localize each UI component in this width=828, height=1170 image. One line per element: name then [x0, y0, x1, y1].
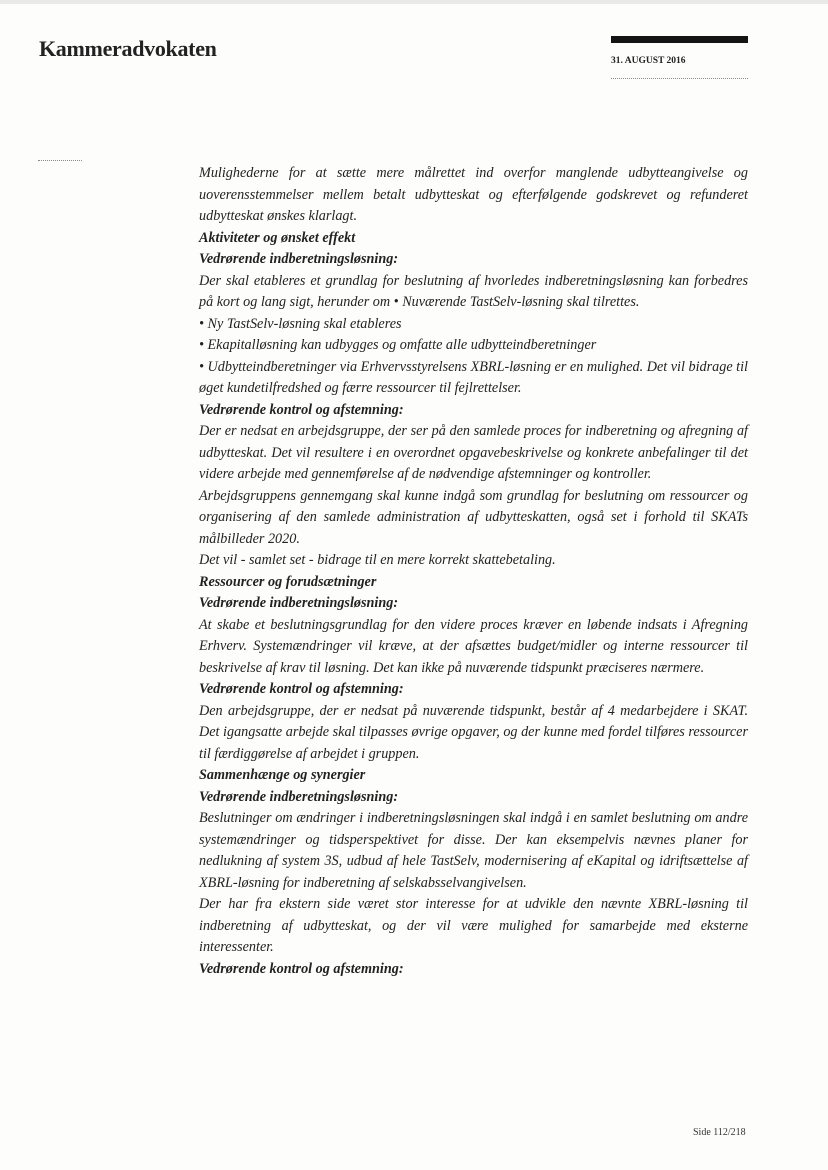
- top-edge: [0, 0, 828, 4]
- section-heading: Ressourcer og forudsætninger: [199, 573, 377, 590]
- section-heading: Vedrørende kontrol og afstemning:: [199, 681, 404, 697]
- paragraph: Der har fra ekstern side været stor interesse for at udvikle den nævnte XBRL-løsning til indberetning af udbytteskat, og der vil være mulighed for samarbejde med eksterne interessenter.: [199, 896, 748, 955]
- paragraph: • Ny TastSelv-løsning skal etableres: [199, 315, 402, 332]
- paragraph: Mulighederne for at sætte mere målrettet ind overfor manglende udbytteangivelse og uoverensstemmelser mellem betalt udbytteskat og efterfølgende godskrevet og refunderet udbytteskat ønskes klarlagt.: [199, 165, 748, 224]
- paragraph: Der er nedsat en arbejdsgruppe, der ser på den samlede proces for indberetning og afregning af udbytteskat. Det vil resultere i en overordnet opgavebeskrivelse og konkrete anbefalinger til det videre arbejde med gennemførelse af de nødvendige afstemninger og kontroller.: [199, 423, 748, 482]
- document-date: 31. AUGUST 2016: [611, 56, 686, 66]
- paragraph: • Ekapitalløsning kan udbygges og omfatte alle udbytteindberetninger: [199, 337, 597, 353]
- margin-divider: [38, 160, 82, 161]
- section-heading: Vedrørende kontrol og afstemning:: [199, 960, 404, 977]
- body-text: [199, 163, 748, 980]
- paragraph: Der skal etableres et grundlag for beslutning af hvorledes indberetningsløsning kan forbedres på kort og lang sigt, herunder om • Nuværende TastSelv-løsning skal tilrettes.: [199, 272, 748, 310]
- paragraph: Arbejdsgruppens gennemgang skal kunne indgå som grundlag for beslutning om ressourcer og organisering af den samlede administration af udbytteskatten, også set i forhold til SKATs målbilleder 2020.: [199, 487, 748, 547]
- section-heading: Vedrørende indberetningsløsning:: [199, 251, 399, 267]
- paragraph: Den arbejdsgruppe, der er nedsat på nuværende tidspunkt, består af 4 medarbejdere i SKAT. Det igangsatte arbejde skal tilpasses øvrige opgaver, og der kunne med fordel tilføres ressourcer til færdiggørelse af arbejdet i gruppen.: [199, 702, 748, 762]
- paragraph: Beslutninger om ændringer i indberetningsløsningen skal indgå i en samlet beslutning om andre systemændringer og tidsperspektivet for disse. Der kan eksempelvis nævnes planer for nedlukning af system 3S, udbud af hele TastSelv, modernisering af eKapital og idriftsættelse af XBRL-løsning for indberetning af selskabsselvangivelsen.: [199, 810, 748, 891]
- section-heading: Aktiviteter og ønsket effekt: [199, 229, 356, 246]
- paragraph: • Udbytteindberetninger via Erhvervsstyrelsens XBRL-løsning er en mulighed. Det vil bidrage til øget kundetilfredshed og færre ressourcer til fejlrettelser.: [199, 358, 748, 396]
- section-heading: Vedrørende kontrol og afstemning:: [199, 401, 404, 418]
- paragraph: At skabe et beslutningsgrundlag for den videre proces kræver en løbende indsats i Afregning Erhverv. Systemændringer vil kræve, at der afsættes budget/midler og interne ressourcer til beskrivelse af krav til løsning. Det kan ikke på nuværende tidspunkt præciseres nærmere.: [199, 616, 748, 676]
- section-heading: Vedrørende indberetningsløsning:: [199, 788, 399, 805]
- date-divider: [611, 78, 748, 79]
- firm-logo: Kammeradvokaten: [39, 36, 217, 61]
- paragraph: Det vil - samlet set - bidrage til en mere korrekt skattebetaling.: [199, 552, 556, 568]
- section-heading: Sammenhænge og synergier: [199, 767, 366, 783]
- page-number: Side 112/218: [693, 1127, 746, 1138]
- date-bar: [611, 36, 748, 43]
- section-heading: Vedrørende indberetningsløsning:: [199, 595, 399, 611]
